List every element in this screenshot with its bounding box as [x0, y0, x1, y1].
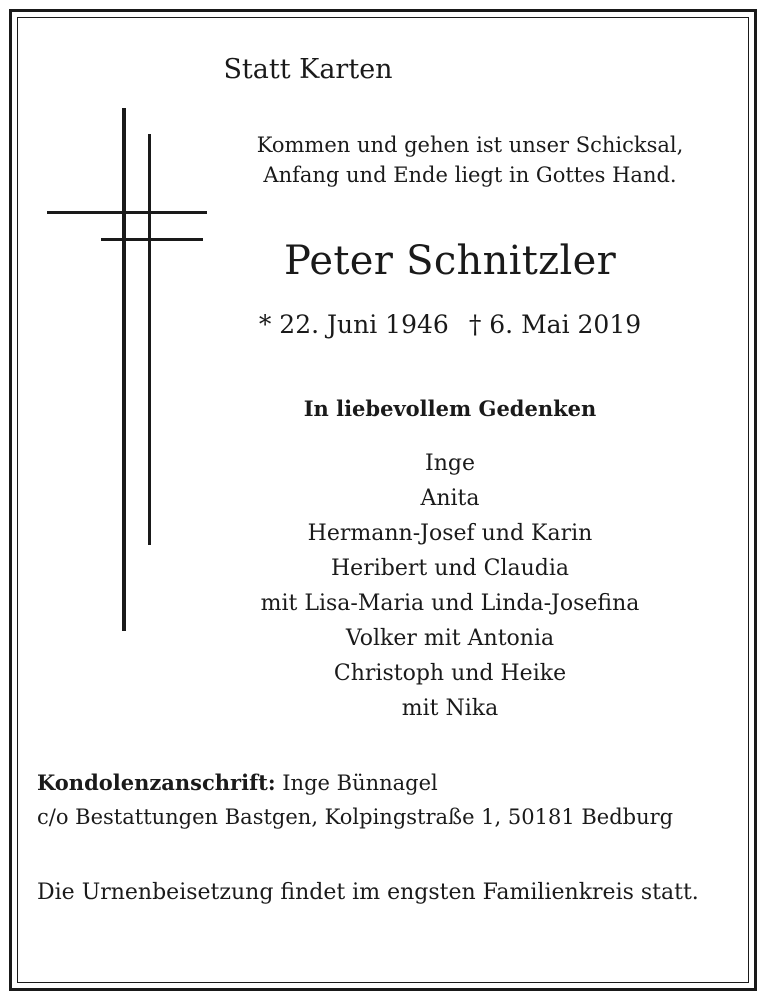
death-symbol: †: [468, 310, 482, 339]
contact-name: Inge Bünnagel: [282, 771, 438, 795]
list-item: Hermann-Josef und Karin: [307, 521, 593, 546]
mourners-list: [200, 446, 700, 726]
motto-line: Kommen und gehen ist unser Schicksal,: [256, 133, 684, 157]
condolence-address: [37, 766, 737, 834]
list-item: Anita: [420, 486, 480, 511]
life-dates: [230, 310, 670, 339]
motto-verse: [210, 130, 730, 190]
list-item: Inge: [425, 451, 475, 476]
birth-date: * 22. Juni 1946: [258, 310, 449, 339]
header-title: Statt Karten: [223, 54, 393, 85]
burial-note: Die Urnenbeisetzung findet im engsten Familienkreis statt.: [37, 880, 699, 905]
list-item: Heribert und Claudia: [330, 556, 569, 581]
list-item: mit Lisa-Maria und Linda-Josefina: [260, 591, 640, 616]
list-item: Volker mit Antonia: [345, 626, 555, 651]
death-date: 6. Mai 2019: [489, 310, 642, 339]
motto-line: Anfang und Ende liegt in Gottes Hand.: [263, 163, 677, 187]
list-item: Christoph und Heike: [333, 661, 567, 686]
deceased-name: Peter Schnitzler: [283, 238, 617, 284]
list-item: mit Nika: [401, 696, 499, 721]
contact-label: Kondolenzanschrift:: [37, 770, 276, 795]
contact-address: c/o Bestattungen Bastgen, Kolpingstraße 1, 50181 Bedburg: [37, 805, 674, 829]
memorial-line: In liebevollem Gedenken: [303, 396, 597, 421]
